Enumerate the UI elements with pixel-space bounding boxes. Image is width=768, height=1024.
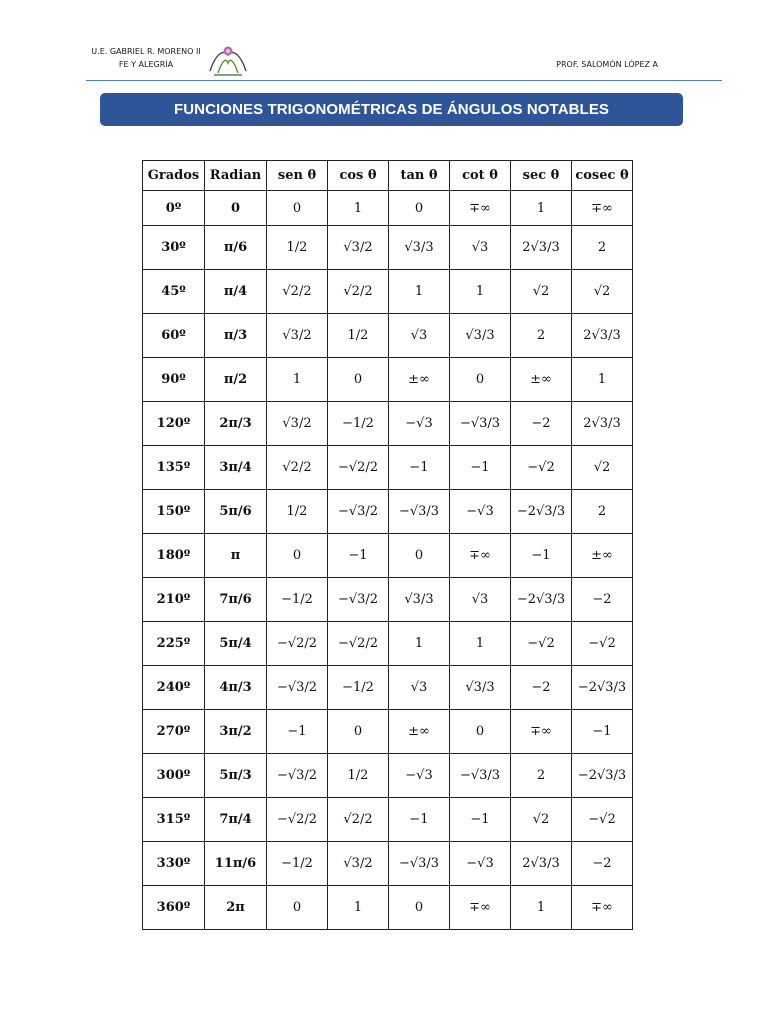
column-header: tan θ	[389, 161, 450, 191]
radian-cell: 5π/3	[205, 754, 267, 798]
value-cell: −2	[572, 578, 633, 622]
radian-cell: π/6	[205, 226, 267, 270]
value-cell: √3/2	[267, 314, 328, 358]
degree-cell: 315º	[143, 798, 205, 842]
degree-cell: 120º	[143, 402, 205, 446]
column-header: Grados	[143, 161, 205, 191]
value-cell: −√3/2	[328, 490, 389, 534]
value-cell: 2	[511, 314, 572, 358]
value-cell: −2√3/3	[511, 578, 572, 622]
value-cell: √3	[450, 226, 511, 270]
value-cell: −√2	[511, 622, 572, 666]
table-row	[143, 842, 633, 886]
value-cell: −2√3/3	[572, 666, 633, 710]
value-cell: −√3/3	[450, 754, 511, 798]
column-header: cosec θ	[572, 161, 633, 191]
column-header: cot θ	[450, 161, 511, 191]
value-cell: 1	[450, 270, 511, 314]
value-cell: 1	[267, 358, 328, 402]
value-cell: ∓∞	[450, 191, 511, 226]
value-cell: 1	[511, 191, 572, 226]
value-cell: 2	[572, 226, 633, 270]
table-row	[143, 314, 633, 358]
value-cell: √2/2	[267, 270, 328, 314]
table-row	[143, 798, 633, 842]
radian-cell: 7π/6	[205, 578, 267, 622]
value-cell: −√2	[572, 798, 633, 842]
school-line-1: U.E. GABRIEL R. MORENO II	[91, 47, 201, 56]
value-cell: −√3/2	[267, 754, 328, 798]
value-cell: 2√3/3	[511, 842, 572, 886]
radian-cell: 3π/4	[205, 446, 267, 490]
value-cell: 0	[267, 886, 328, 930]
table-row	[143, 666, 633, 710]
value-cell: 1/2	[267, 226, 328, 270]
value-cell: 1	[328, 191, 389, 226]
table-row	[143, 754, 633, 798]
degree-cell: 360º	[143, 886, 205, 930]
value-cell: −√3	[450, 842, 511, 886]
value-cell: ∓∞	[450, 886, 511, 930]
value-cell: √3/2	[328, 842, 389, 886]
value-cell: −1	[389, 446, 450, 490]
value-cell: √2	[511, 798, 572, 842]
value-cell: 2	[511, 754, 572, 798]
table-row	[143, 886, 633, 930]
value-cell: 0	[389, 886, 450, 930]
table-row	[143, 402, 633, 446]
value-cell: ±∞	[572, 534, 633, 578]
value-cell: −√2/2	[328, 622, 389, 666]
value-cell: ±∞	[511, 358, 572, 402]
value-cell: 0	[328, 710, 389, 754]
value-cell: −1/2	[267, 842, 328, 886]
value-cell: √2	[511, 270, 572, 314]
value-cell: 1	[328, 886, 389, 930]
value-cell: ±∞	[389, 358, 450, 402]
value-cell: −1	[328, 534, 389, 578]
value-cell: −1	[450, 446, 511, 490]
degree-cell: 150º	[143, 490, 205, 534]
radian-cell: 5π/4	[205, 622, 267, 666]
value-cell: −2	[511, 402, 572, 446]
column-header: Radian	[205, 161, 267, 191]
value-cell: 1	[450, 622, 511, 666]
value-cell: −√3/2	[267, 666, 328, 710]
value-cell: 1/2	[328, 314, 389, 358]
degree-cell: 210º	[143, 578, 205, 622]
table-row	[143, 446, 633, 490]
value-cell: 2	[572, 490, 633, 534]
value-cell: ∓∞	[572, 191, 633, 226]
value-cell: −2√3/3	[572, 754, 633, 798]
radian-cell: 0	[205, 191, 267, 226]
value-cell: 0	[389, 534, 450, 578]
value-cell: −1/2	[328, 402, 389, 446]
value-cell: 1/2	[267, 490, 328, 534]
table-row	[143, 710, 633, 754]
value-cell: ∓∞	[572, 886, 633, 930]
table-row	[143, 534, 633, 578]
radian-cell: π/3	[205, 314, 267, 358]
degree-cell: 60º	[143, 314, 205, 358]
table-row	[143, 226, 633, 270]
radian-cell: 7π/4	[205, 798, 267, 842]
table-row	[143, 578, 633, 622]
radian-cell: 2π/3	[205, 402, 267, 446]
value-cell: −1	[267, 710, 328, 754]
radian-cell: π	[205, 534, 267, 578]
degree-cell: 0º	[143, 191, 205, 226]
column-header: sec θ	[511, 161, 572, 191]
value-cell: √2/2	[328, 798, 389, 842]
value-cell: −√3	[450, 490, 511, 534]
value-cell: 2√3/3	[511, 226, 572, 270]
value-cell: 0	[389, 191, 450, 226]
value-cell: ±∞	[389, 710, 450, 754]
value-cell: −1/2	[328, 666, 389, 710]
degree-cell: 90º	[143, 358, 205, 402]
radian-cell: 3π/2	[205, 710, 267, 754]
value-cell: 0	[267, 534, 328, 578]
degree-cell: 270º	[143, 710, 205, 754]
degree-cell: 330º	[143, 842, 205, 886]
table-row	[143, 191, 633, 226]
value-cell: −√2/2	[267, 622, 328, 666]
value-cell: −√3	[389, 754, 450, 798]
value-cell: −√3/3	[389, 490, 450, 534]
school-logo-icon	[206, 43, 250, 79]
radian-cell: π/4	[205, 270, 267, 314]
value-cell: 0	[328, 358, 389, 402]
value-cell: −2√3/3	[511, 490, 572, 534]
value-cell: −1	[511, 534, 572, 578]
degree-cell: 240º	[143, 666, 205, 710]
value-cell: √3/3	[389, 226, 450, 270]
value-cell: 0	[267, 191, 328, 226]
table-row	[143, 270, 633, 314]
value-cell: √2/2	[328, 270, 389, 314]
value-cell: 2√3/3	[572, 402, 633, 446]
value-cell: −√2	[511, 446, 572, 490]
value-cell: √3/3	[450, 666, 511, 710]
school-line-2: FE Y ALEGRÍA	[118, 60, 174, 69]
value-cell: 1	[511, 886, 572, 930]
degree-cell: 180º	[143, 534, 205, 578]
value-cell: −√3	[389, 402, 450, 446]
degree-cell: 225º	[143, 622, 205, 666]
radian-cell: 5π/6	[205, 490, 267, 534]
value-cell: √2/2	[267, 446, 328, 490]
radian-cell: π/2	[205, 358, 267, 402]
value-cell: √3/2	[328, 226, 389, 270]
radian-cell: 11π/6	[205, 842, 267, 886]
value-cell: √3	[389, 314, 450, 358]
value-cell: −1	[572, 710, 633, 754]
value-cell: 1	[389, 622, 450, 666]
degree-cell: 30º	[143, 226, 205, 270]
value-cell: −√2/2	[328, 446, 389, 490]
degree-cell: 300º	[143, 754, 205, 798]
value-cell: 1/2	[328, 754, 389, 798]
degree-cell: 45º	[143, 270, 205, 314]
column-header: sen θ	[267, 161, 328, 191]
value-cell: −√3/2	[328, 578, 389, 622]
value-cell: ∓∞	[511, 710, 572, 754]
value-cell: √2	[572, 270, 633, 314]
value-cell: √3	[450, 578, 511, 622]
page-title: FUNCIONES TRIGONOMÉTRICAS DE ÁNGULOS NOTABLES	[100, 93, 683, 126]
radian-cell: 2π	[205, 886, 267, 930]
value-cell: 0	[450, 710, 511, 754]
trig-table	[142, 160, 633, 930]
value-cell: √3/3	[450, 314, 511, 358]
header-rule	[86, 80, 722, 81]
value-cell: √2	[572, 446, 633, 490]
value-cell: 2√3/3	[572, 314, 633, 358]
degree-cell: 135º	[143, 446, 205, 490]
value-cell: √3/2	[267, 402, 328, 446]
column-header: cos θ	[328, 161, 389, 191]
value-cell: −2	[572, 842, 633, 886]
value-cell: √3/3	[389, 578, 450, 622]
value-cell: 1	[572, 358, 633, 402]
radian-cell: 4π/3	[205, 666, 267, 710]
value-cell: ∓∞	[450, 534, 511, 578]
value-cell: −1	[450, 798, 511, 842]
table-row	[143, 358, 633, 402]
value-cell: √3	[389, 666, 450, 710]
teacher-name: PROF. SALOMÓN LÓPEZ A	[556, 60, 658, 69]
table-header-row	[143, 161, 633, 191]
school-name	[86, 45, 206, 71]
value-cell: −1/2	[267, 578, 328, 622]
table-row	[143, 622, 633, 666]
value-cell: −√3/3	[389, 842, 450, 886]
value-cell: −√3/3	[450, 402, 511, 446]
value-cell: −1	[389, 798, 450, 842]
value-cell: 1	[389, 270, 450, 314]
value-cell: −√2/2	[267, 798, 328, 842]
value-cell: −2	[511, 666, 572, 710]
table-row	[143, 490, 633, 534]
value-cell: 0	[450, 358, 511, 402]
value-cell: −√2	[572, 622, 633, 666]
